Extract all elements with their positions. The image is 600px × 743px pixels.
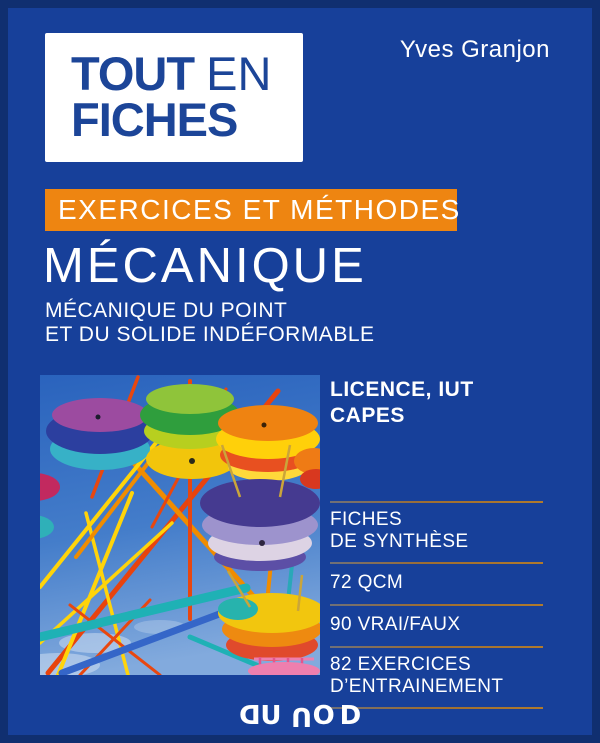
feature-line: 82 EXERCICES	[330, 654, 472, 676]
series-brand-line1	[71, 47, 303, 100]
feature-line: 90 VRAI/FAUX	[330, 614, 461, 636]
series-word-fiches: FICHES	[71, 93, 238, 147]
ferris-wheel-illustration	[40, 375, 320, 675]
feature-line: DE SYNTHÈSE	[330, 531, 469, 553]
feature-fiches-synthese	[330, 503, 543, 562]
audience-block	[330, 377, 474, 428]
series-word-tout: TOUT	[71, 47, 195, 100]
feature-line: 72 QCM	[330, 572, 404, 594]
audience-line-2: CAPES	[330, 403, 405, 427]
feature-line: D’ENTRAINEMENT	[330, 676, 504, 698]
author-name: Yves Granjon	[399, 36, 550, 63]
subtitle-line-2: ET DU SOLIDE INDÉFORMABLE	[45, 322, 375, 346]
subtitle-line-1: MÉCANIQUE DU POINT	[45, 299, 288, 322]
ferris-wheel-photo	[40, 375, 320, 675]
feature-exercices	[330, 648, 543, 707]
audience-line-1: LICENCE, IUT	[330, 378, 474, 401]
book-title: MÉCANIQUE	[43, 239, 367, 293]
collection-banner: EXERCICES ET MÉTHODES	[45, 189, 457, 231]
series-brand-box	[45, 33, 303, 162]
book-subtitle	[45, 299, 375, 346]
feature-vrai-faux	[330, 606, 543, 646]
feature-qcm	[330, 564, 543, 604]
feature-line: FICHES	[330, 509, 403, 530]
dunod-logo: DUUOD	[233, 701, 367, 731]
feature-list	[330, 501, 543, 709]
gondola-blue-teal	[46, 398, 154, 470]
pink-railing	[248, 657, 320, 675]
series-word-en: EN	[206, 47, 272, 100]
